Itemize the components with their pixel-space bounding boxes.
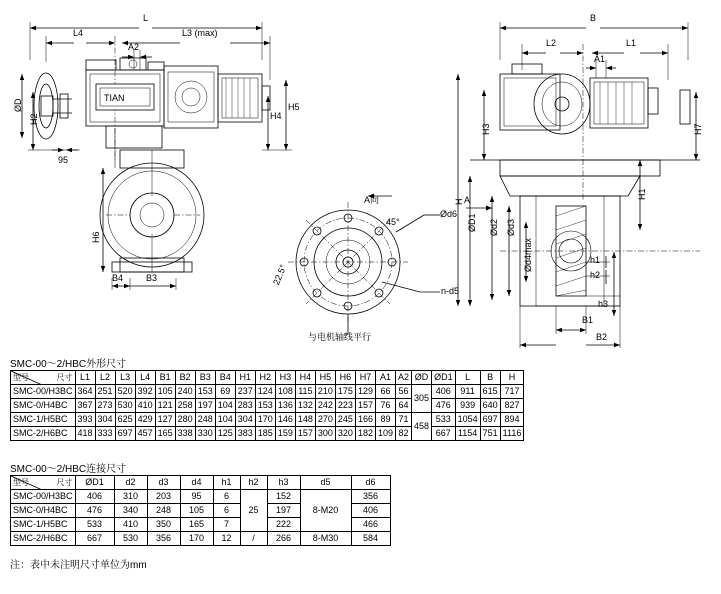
cell: 95	[180, 490, 213, 504]
cell: /	[240, 532, 267, 546]
dim-label-A1: A1	[594, 54, 606, 64]
cell: 127	[155, 413, 175, 427]
table2-corner-cell	[11, 476, 76, 490]
col-B2: B2	[175, 371, 195, 385]
cell: 584	[351, 532, 390, 546]
dim-label-H7: H7	[693, 123, 703, 135]
cell: 248	[147, 504, 180, 518]
cell: 367	[75, 399, 95, 413]
cell: 338	[175, 427, 195, 441]
cell-h2-merged: 25	[240, 490, 267, 532]
dim-label-h3: h3	[598, 299, 609, 309]
dim-label-H4: H4	[270, 111, 282, 121]
cell: 129	[355, 385, 375, 399]
cell: 392	[135, 385, 155, 399]
view-label-A-direction: A向	[364, 195, 380, 205]
dim-label-H3: H3	[481, 123, 491, 135]
col2-h2: h2	[240, 476, 267, 490]
cell: 640	[480, 399, 500, 413]
cell: 1154	[455, 427, 480, 441]
dim-label-PhiD1: ØD1	[467, 213, 477, 232]
col-H4: H4	[295, 371, 315, 385]
col-B4: B4	[215, 371, 235, 385]
cell-PhiD-merged: 305	[412, 385, 432, 413]
cell: 251	[95, 385, 115, 399]
cell: 1054	[455, 413, 480, 427]
cell: 242	[315, 399, 335, 413]
dim-label-Phid3: Ød3	[506, 218, 516, 236]
cell: 248	[195, 413, 215, 427]
dim-label-h2: h2	[590, 270, 601, 280]
cell: 533	[432, 413, 456, 427]
dim-label-n-d5: n-d5	[441, 286, 460, 296]
dim-label-B: B	[590, 13, 597, 23]
col-H2: H2	[255, 371, 275, 385]
cell: 165	[155, 427, 175, 441]
cell: 56	[396, 385, 412, 399]
dim-label-h1: h1	[590, 255, 601, 265]
cell: 457	[135, 427, 155, 441]
cell: 64	[396, 399, 412, 413]
cell: 197	[195, 399, 215, 413]
col-L1: L1	[75, 371, 95, 385]
cell: 6	[213, 490, 240, 504]
col2-h3: h3	[267, 476, 300, 490]
cell: 157	[355, 399, 375, 413]
col-H1: H1	[235, 371, 255, 385]
col-A2: A2	[396, 371, 412, 385]
cell: 104	[215, 399, 235, 413]
svg-text:TIAN: TIAN	[104, 93, 125, 103]
table-row-header	[11, 371, 524, 385]
table-row	[11, 490, 391, 504]
table-outline-dimensions	[10, 370, 524, 441]
cell: 124	[255, 385, 275, 399]
cell: 109	[375, 427, 395, 441]
cell: 697	[115, 427, 135, 441]
cell: 429	[135, 413, 155, 427]
dim-label-H2: H2	[29, 113, 39, 125]
cell: 121	[155, 399, 175, 413]
cell: 71	[396, 413, 412, 427]
table-row	[11, 385, 524, 399]
cell: 615	[480, 385, 500, 399]
cell: 406	[351, 504, 390, 518]
table-row	[11, 532, 391, 546]
cell: 273	[95, 399, 115, 413]
cell: 240	[175, 385, 195, 399]
cell-d5-merged: 8-M20	[300, 490, 351, 532]
dim-label-L: L	[143, 13, 149, 23]
cell: 12	[213, 532, 240, 546]
cell: 697	[480, 413, 500, 427]
section-marker-A: A	[464, 195, 471, 205]
cell: 340	[114, 504, 147, 518]
dim-label-Phid6: Ød6	[440, 209, 458, 219]
cell: 197	[267, 504, 300, 518]
col-H5: H5	[315, 371, 335, 385]
cell-PhiD-merged: 458	[412, 413, 432, 441]
dim-label-H: H	[454, 198, 464, 205]
cell: 304	[235, 413, 255, 427]
col2-d5: d5	[300, 476, 351, 490]
model-name: SMC-00/H3BC	[11, 490, 76, 504]
col-L2: L2	[95, 371, 115, 385]
cell: 266	[267, 532, 300, 546]
cell: 1116	[500, 427, 524, 441]
cell: 69	[215, 385, 235, 399]
col-B1: B1	[155, 371, 175, 385]
footnote: 注：表中未注明尺寸单位为mm	[10, 560, 147, 571]
note-parallel-motor-axis: 与电机轴线平行	[308, 332, 372, 342]
table-row	[11, 413, 524, 427]
cell: 751	[480, 427, 500, 441]
cell: 115	[295, 385, 315, 399]
col-PhiD: ØD	[412, 371, 432, 385]
col2-d3: d3	[147, 476, 180, 490]
dim-label-95: 95	[58, 155, 69, 165]
cell: 105	[155, 385, 175, 399]
cell: 383	[235, 427, 255, 441]
cell: 533	[75, 518, 114, 532]
cell: 393	[75, 413, 95, 427]
cell: 406	[75, 490, 114, 504]
model-name: SMC-0/H4BC	[11, 399, 76, 413]
table-connection-dimensions	[10, 475, 391, 546]
cell: 165	[180, 518, 213, 532]
dim-label-H5: H5	[288, 102, 300, 112]
dim-label-L2: L2	[546, 38, 557, 48]
model-name: SMC-0/H4BC	[11, 504, 76, 518]
dim-label-H6: H6	[91, 231, 101, 243]
dim-label-L1: L1	[626, 38, 637, 48]
cell: 148	[295, 413, 315, 427]
dim-label-A2: A2	[128, 42, 140, 52]
col2-h1: h1	[213, 476, 240, 490]
col-H: H	[500, 371, 524, 385]
col-L: L	[455, 371, 480, 385]
cell: 89	[375, 413, 395, 427]
cell: 350	[147, 518, 180, 532]
cell: 667	[432, 427, 456, 441]
dim-label-B2: B2	[596, 332, 608, 342]
cell: 320	[335, 427, 355, 441]
cell: 333	[95, 427, 115, 441]
angle-label-22p5: 22.5°	[271, 263, 289, 287]
col-PhiD1: ØD1	[432, 371, 456, 385]
model-name: SMC-1/H5BC	[11, 518, 76, 532]
cell: 270	[315, 413, 335, 427]
cell: 105	[180, 504, 213, 518]
cell: 152	[267, 490, 300, 504]
angle-label-45: 45°	[386, 217, 400, 227]
table2-corner-top: 尺寸	[56, 478, 73, 487]
cell: 125	[215, 427, 235, 441]
cell: 364	[75, 385, 95, 399]
cell: 418	[75, 427, 95, 441]
col-B3: B3	[195, 371, 215, 385]
cell: 300	[315, 427, 335, 441]
col2-d2: d2	[114, 476, 147, 490]
cell: 466	[351, 518, 390, 532]
table1-corner-top: 尺寸	[56, 373, 73, 382]
cell: 8-M30	[300, 532, 351, 546]
col-H3: H3	[275, 371, 295, 385]
cell: 911	[455, 385, 480, 399]
cell: 625	[115, 413, 135, 427]
cell: 520	[115, 385, 135, 399]
dim-label-Phid2: Ød2	[489, 218, 499, 236]
cell: 280	[175, 413, 195, 427]
dim-label-B4: B4	[112, 273, 124, 283]
dim-label-L4: L4	[73, 28, 84, 38]
cell: 310	[114, 490, 147, 504]
model-name: SMC-2/H6BC	[11, 427, 76, 441]
cell: 185	[255, 427, 275, 441]
cell: 894	[500, 413, 524, 427]
table-row	[11, 399, 524, 413]
cell: 237	[235, 385, 255, 399]
cell: 356	[147, 532, 180, 546]
col2-PhiD1: ØD1	[75, 476, 114, 490]
cell: 410	[135, 399, 155, 413]
dim-label-PhiD: ØD	[13, 98, 23, 112]
col2-d4: d4	[180, 476, 213, 490]
cell: 406	[432, 385, 456, 399]
cell: 82	[396, 427, 412, 441]
dim-label-B1: B1	[582, 315, 594, 325]
cell: 476	[432, 399, 456, 413]
table1-corner-bottom: 型号	[13, 373, 29, 382]
table2-corner-bottom: 型号	[13, 478, 29, 487]
cell: 159	[275, 427, 295, 441]
table1-corner-cell	[11, 371, 76, 385]
cell: 182	[355, 427, 375, 441]
model-name: SMC-2/H6BC	[11, 532, 76, 546]
cell: 258	[175, 399, 195, 413]
cell: 6	[213, 504, 240, 518]
cell: 827	[500, 399, 524, 413]
cell: 136	[275, 399, 295, 413]
dim-label-L3max: L3 (max)	[182, 28, 218, 38]
cell: 153	[195, 385, 215, 399]
cell: 104	[215, 413, 235, 427]
col-L3: L3	[115, 371, 135, 385]
cell: 203	[147, 490, 180, 504]
cell: 170	[255, 413, 275, 427]
model-name: SMC-1/H5BC	[11, 413, 76, 427]
table-row-header	[11, 476, 391, 490]
col-A1: A1	[375, 371, 395, 385]
cell: 175	[335, 385, 355, 399]
cell: 530	[114, 532, 147, 546]
cell: 7	[213, 518, 240, 532]
cell: 410	[114, 518, 147, 532]
cell: 170	[180, 532, 213, 546]
cell: 146	[275, 413, 295, 427]
col2-d6: d6	[351, 476, 390, 490]
cell: 476	[75, 504, 114, 518]
col-H6: H6	[335, 371, 355, 385]
cell: 717	[500, 385, 524, 399]
cell: 304	[95, 413, 115, 427]
cell: 283	[235, 399, 255, 413]
cell: 210	[315, 385, 335, 399]
cell: 939	[455, 399, 480, 413]
cell: 108	[275, 385, 295, 399]
dim-label-Phid4max: Ød4max	[523, 237, 533, 272]
col-B: B	[480, 371, 500, 385]
dim-label-H1: H1	[637, 188, 647, 200]
table1-title: SMC-00～2/HBC外形尺寸	[10, 359, 127, 370]
table2-title: SMC-00～2/HBC连接尺寸	[10, 464, 127, 475]
cell: 66	[375, 385, 395, 399]
cell: 166	[355, 413, 375, 427]
cell: 245	[335, 413, 355, 427]
table-row	[11, 427, 524, 441]
cell: 356	[351, 490, 390, 504]
cell: 667	[75, 532, 114, 546]
cell: 76	[375, 399, 395, 413]
col-L4: L4	[135, 371, 155, 385]
dim-label-B3: B3	[146, 273, 158, 283]
col-H7: H7	[355, 371, 375, 385]
cell: 330	[195, 427, 215, 441]
cell: 157	[295, 427, 315, 441]
cell: 153	[255, 399, 275, 413]
cell: 132	[295, 399, 315, 413]
cell: 223	[335, 399, 355, 413]
cell: 530	[115, 399, 135, 413]
cell: 222	[267, 518, 300, 532]
model-name: SMC-00/H3BC	[11, 385, 76, 399]
